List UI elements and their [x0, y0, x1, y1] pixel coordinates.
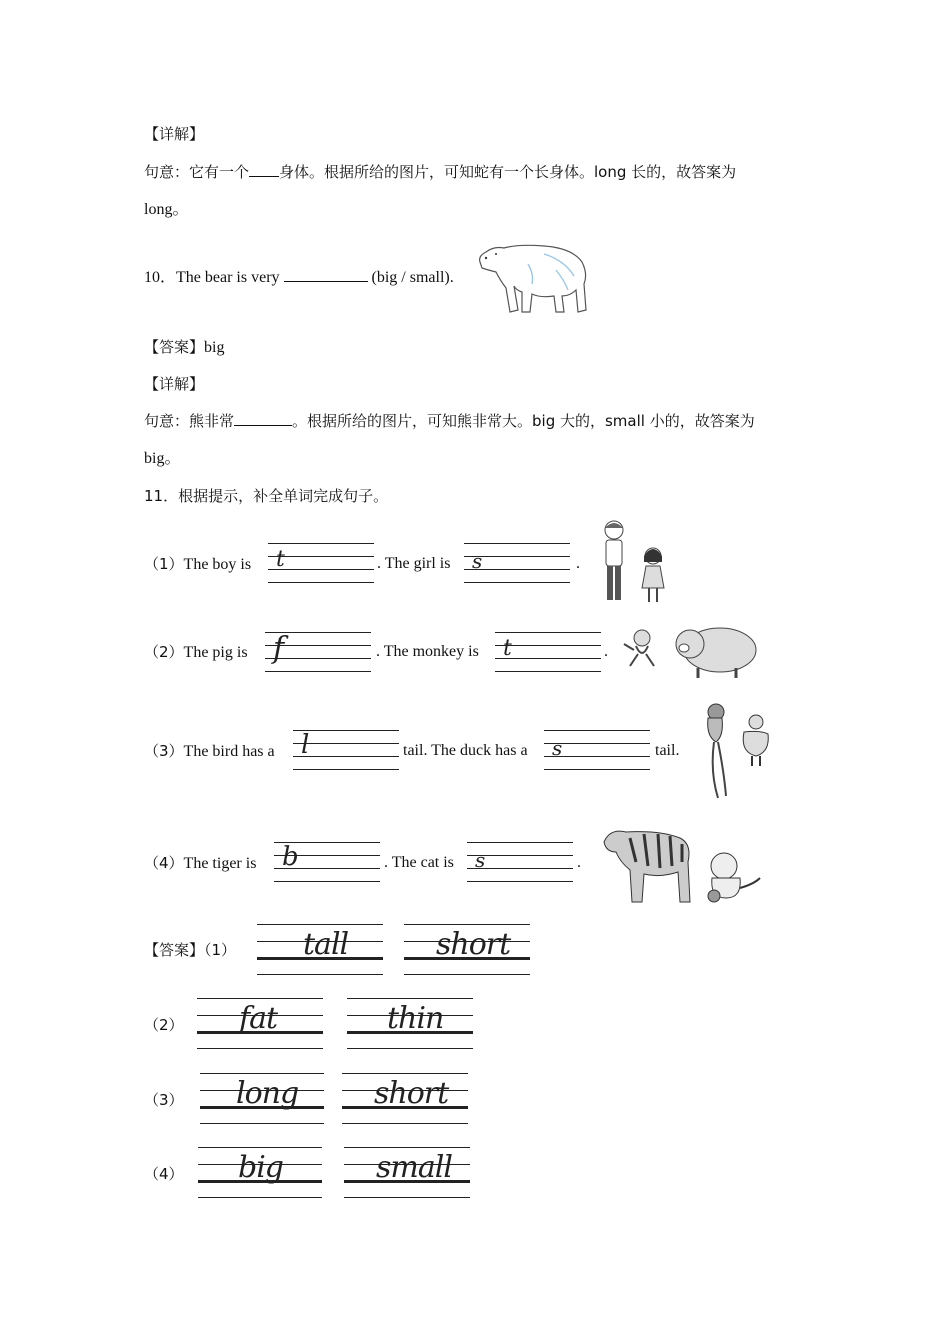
- hint-letter: s: [475, 848, 486, 872]
- item-number: （4）: [144, 854, 184, 872]
- item-number: （1）: [144, 555, 184, 573]
- answer-10: [144, 337, 224, 358]
- writing-grid[interactable]: [467, 842, 573, 882]
- boy-girl-image: [598, 518, 670, 608]
- bird-duck-image: [700, 702, 774, 800]
- answer-word: big: [238, 1150, 284, 1185]
- tiger-cat-image: [600, 822, 764, 906]
- answer-grid: [200, 1073, 324, 1125]
- answer-word: tall: [303, 927, 349, 962]
- item-2-num: [144, 642, 248, 663]
- writing-grid[interactable]: [464, 543, 570, 583]
- answer-number: （2）: [144, 1016, 184, 1034]
- answer-11-row-4: [144, 1164, 184, 1184]
- answer-word: fat: [239, 1001, 278, 1036]
- item-text: The bird has a: [183, 743, 275, 760]
- explain-text: [144, 411, 755, 431]
- answer-grid: [257, 924, 383, 976]
- answer-label: 【答案】: [144, 941, 205, 959]
- item-4-num: [144, 853, 256, 874]
- item-1-num: [144, 554, 251, 575]
- explain-text-before: 句意：熊非常: [144, 412, 235, 430]
- answer-number: （4）: [144, 1165, 184, 1183]
- writing-grid[interactable]: [265, 632, 371, 672]
- answer-11-row-1: [144, 940, 236, 960]
- hint-letter: t: [503, 636, 512, 661]
- hint-letter: l: [301, 730, 310, 760]
- item-text: .: [604, 643, 608, 660]
- item-number: （3）: [144, 742, 184, 760]
- hint-letter: s: [552, 736, 563, 760]
- answer-grid: [344, 1147, 470, 1199]
- writing-grid[interactable]: [495, 632, 601, 672]
- answer-grid: [197, 998, 323, 1050]
- answer-label: 【答案】: [144, 338, 205, 356]
- question-text-after: (big / small).: [367, 269, 454, 286]
- item-text: . The girl is: [377, 555, 451, 572]
- answer-word: small: [376, 1150, 452, 1185]
- answer-number: （1）: [204, 941, 237, 959]
- writing-grid[interactable]: [293, 730, 399, 770]
- answer-11-row-3: [144, 1090, 184, 1110]
- hint-letter: f: [273, 631, 285, 666]
- answer-blank: [284, 281, 368, 282]
- writing-grid[interactable]: [544, 730, 650, 770]
- hint-letter: s: [472, 549, 483, 573]
- explain-text: [144, 162, 736, 182]
- polar-bear-image: [474, 240, 590, 316]
- item-text: tail. The duck has a: [403, 742, 528, 759]
- explain-text-after: 。根据所给的图片，可知熊非常大。big 大的，small 小的，故答案为: [292, 412, 755, 430]
- explain-text-after: 身体。根据所给的图片，可知蛇有一个长身体。long 长的，故答案为: [279, 163, 737, 181]
- hint-letter: b: [282, 842, 299, 872]
- question-10: [144, 268, 454, 288]
- hint-letter: t: [276, 547, 285, 572]
- question-number: 10．: [144, 269, 177, 286]
- explain-text-line2: long。: [144, 201, 189, 218]
- item-number: （2）: [144, 643, 184, 661]
- blank-line: [234, 425, 292, 426]
- explain-label: 【详解】: [144, 375, 205, 393]
- item-text: The tiger is: [183, 855, 257, 872]
- item-text: . The cat is: [384, 854, 454, 871]
- item-text: tail.: [655, 742, 680, 759]
- item-text: .: [577, 854, 581, 871]
- answer-grid: [342, 1073, 468, 1125]
- explain-text-before: 句意：它有一个: [144, 163, 250, 181]
- writing-grid[interactable]: [268, 543, 374, 583]
- answer-number: （3）: [144, 1091, 184, 1109]
- answer-word: short: [374, 1076, 449, 1111]
- answer-grid: [347, 998, 473, 1050]
- blank-line: [249, 176, 279, 177]
- answer-word: short: [436, 927, 511, 962]
- answer-word: thin: [387, 1001, 444, 1036]
- explain-label: 【详解】: [144, 125, 205, 143]
- question-11-title: 11．根据提示，补全单词完成句子。: [144, 487, 389, 505]
- answer-11-row-2: [144, 1015, 184, 1035]
- monkey-pig-image: [620, 620, 760, 680]
- answer-grid: [198, 1147, 322, 1199]
- item-text: The boy is: [183, 556, 252, 573]
- answer-word: long: [236, 1076, 299, 1111]
- question-text-before: The bear is very: [176, 269, 284, 286]
- item-text: . The monkey is: [376, 643, 479, 660]
- answer-value: big: [204, 339, 225, 356]
- explain-text-line2: big。: [144, 450, 181, 467]
- item-3-num: [144, 741, 275, 762]
- answer-grid: [404, 924, 530, 976]
- writing-grid[interactable]: [274, 842, 380, 882]
- item-text: The pig is: [183, 644, 248, 661]
- item-text: .: [576, 555, 580, 572]
